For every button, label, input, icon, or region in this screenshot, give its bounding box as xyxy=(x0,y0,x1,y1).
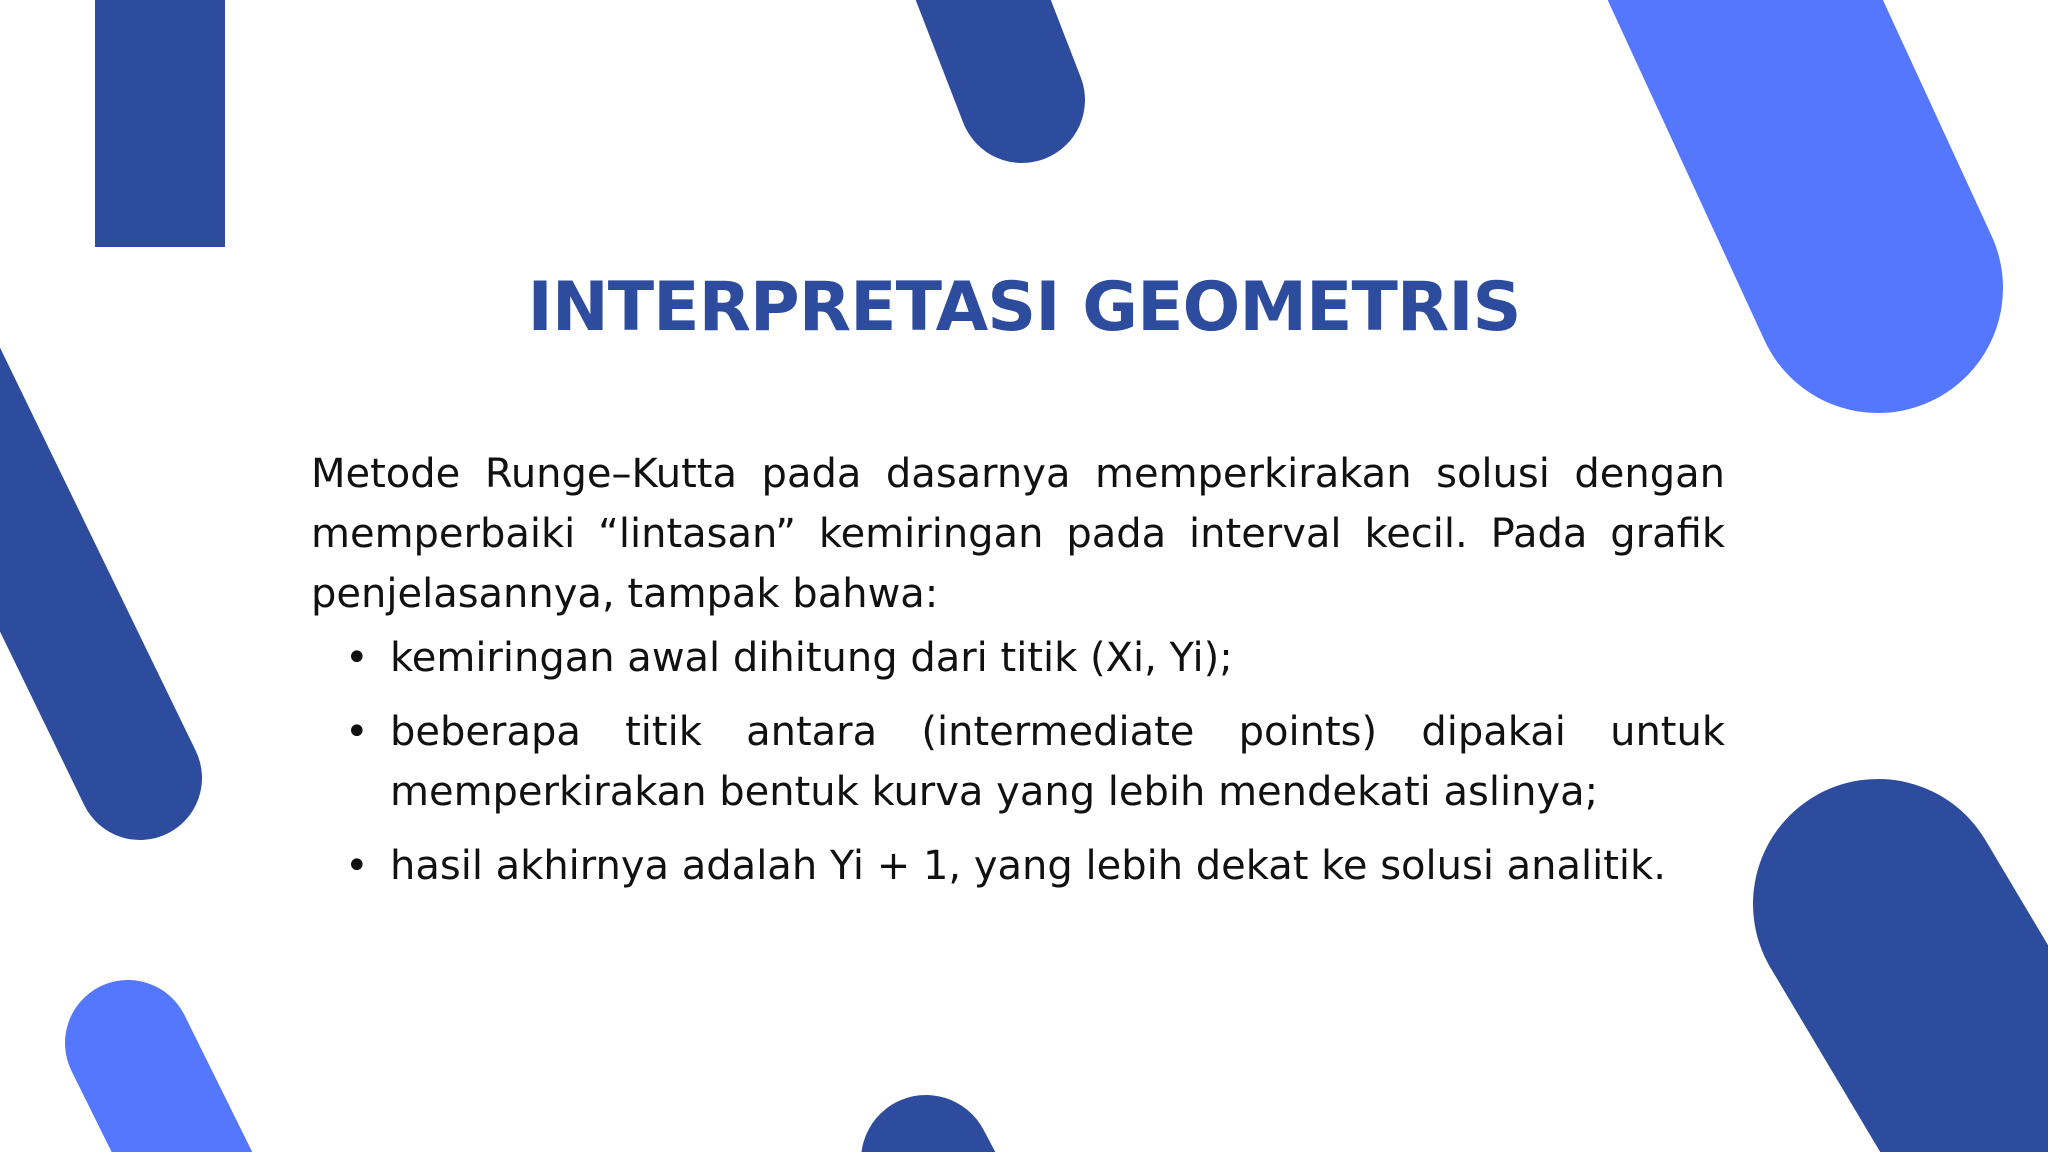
deco-pill-bottom-right xyxy=(1878,904,2048,1152)
slide-body xyxy=(311,444,1725,910)
deco-pill-bottom-left xyxy=(128,1043,270,1152)
bullet-list xyxy=(311,628,1725,896)
list-item xyxy=(311,702,1725,822)
list-item xyxy=(311,628,1725,688)
bullet-text: beberapa titik antara (intermediate points) dipakai untuk memperkirakan bentuk kurva yang lebih mendekati aslinya; xyxy=(390,709,1725,815)
deco-rectangle-top-left xyxy=(95,0,225,247)
slide-title: INTERPRETASI GEOMETRIS xyxy=(527,268,1521,347)
bullet-text: hasil akhirnya adalah Yi + 1, yang lebih dekat ke solusi analitik. xyxy=(390,843,1666,889)
bullet-text: kemiringan awal dihitung dari titik (Xi, Yi); xyxy=(390,635,1233,681)
deco-pill-top-center xyxy=(960,0,1022,100)
bullet-icon: • xyxy=(345,709,369,755)
deco-pill-left xyxy=(0,160,140,778)
deco-pill-top-right xyxy=(1690,0,1878,288)
bullet-icon: • xyxy=(345,635,369,681)
bullet-icon: • xyxy=(345,843,369,889)
list-item xyxy=(311,836,1725,896)
intro-paragraph: Metode Runge–Kutta pada dasarnya memperkirakan solusi dengan memperbaiki “lintasan” kemiringan pada interval kecil. Pada grafik penjelasannya, tampak bahwa: xyxy=(311,451,1725,617)
